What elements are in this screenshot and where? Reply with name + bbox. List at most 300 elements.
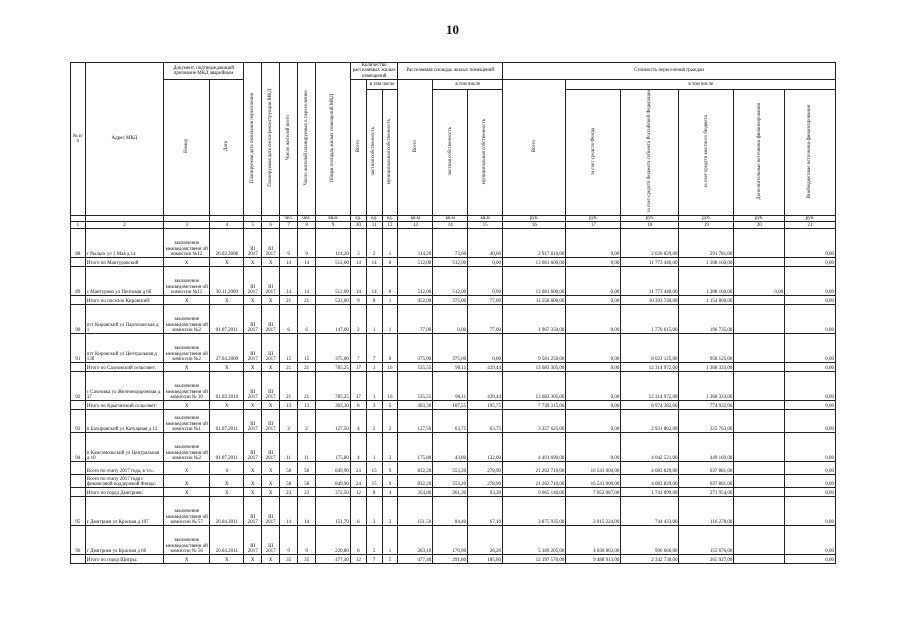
cell-demol: III 2017 [262, 497, 280, 526]
cell-no: 96 [71, 526, 86, 555]
cell-c7: 58 [280, 475, 298, 488]
cell-c15: 63,75 [468, 410, 503, 433]
cell-c17: 0,00 [566, 305, 621, 334]
cell-c18: 6 974 383,00 [621, 401, 679, 410]
page-number: 10 [446, 22, 459, 37]
cell-c17: 16 541 000,00 [566, 475, 621, 488]
cell-date: 01.07.2011 [210, 433, 244, 462]
header-doc-number: Номер [163, 80, 209, 216]
cell-c20 [734, 258, 785, 267]
cell-c16: 13 081 600,00 [503, 258, 566, 267]
cell-address: пгт Кировский ул Центральная д 13б [85, 334, 163, 363]
index-cell: 6 [262, 222, 280, 229]
cell-c14: 107,55 [433, 401, 468, 410]
cell-c18: 4 083 829,00 [621, 475, 679, 488]
cell-c18: 1 741 099,00 [621, 488, 679, 497]
cell-doc: заключение межведомственн ой комиссии №11 [163, 267, 209, 296]
cell-c21: 0,00 [785, 526, 836, 555]
cell-c7: 6 [280, 305, 298, 334]
cell-plan: III 2017 [244, 372, 262, 401]
cell-c9: 147,00 [316, 305, 351, 334]
index-cell: 17 [566, 222, 621, 229]
table-row [71, 305, 836, 334]
cell-plan: III 2017 [244, 334, 262, 363]
cell-c17: 0,00 [566, 363, 621, 372]
header-count-private: частная собственность [366, 90, 382, 216]
cell-address: Итого по Крыгинский сельсовет: [85, 401, 163, 410]
cell-c13: 77,00 [398, 305, 433, 334]
cell-plan: III 2017 [244, 433, 262, 462]
cell-demol: III 2017 [262, 267, 280, 296]
header-count-incl: в том числе [366, 80, 398, 90]
cell-address: с Мантурово ул Почтовая д 6б [85, 267, 163, 296]
cell-c9: 522,00 [316, 296, 351, 305]
cell-c12: 16 [382, 363, 398, 372]
cell-plan: X [244, 363, 262, 372]
index-cell: 14 [433, 222, 468, 229]
cell-no: 94 [71, 433, 86, 462]
cell-c16: 5 189 205,00 [503, 526, 566, 555]
cell-c10: 12 [350, 555, 366, 564]
cell-c20 [734, 229, 785, 258]
index-cell: 20 [734, 222, 785, 229]
index-cell: 2 [85, 222, 163, 229]
cell-c21: 0,00 [785, 462, 836, 475]
cell-c16: 13 683 305,00 [503, 363, 566, 372]
cell-c14: 96,11 [433, 372, 468, 401]
cell-no: 90 [71, 305, 86, 334]
cell-address: пгт Кировский ул Партизанская д 1 [85, 305, 163, 334]
cell-c16: 3 875 935,00 [503, 497, 566, 526]
header-region: за счет средств бюджета субъекта Российской Федерации [621, 90, 679, 216]
cell-c7: 21 [280, 363, 298, 372]
cell-c14: 261,30 [433, 488, 468, 497]
cell-doc: X [163, 555, 209, 564]
cell-c14: 375,00 [433, 334, 468, 363]
cell-c12: 3 [382, 433, 398, 462]
cell-c9: 372,50 [316, 488, 351, 497]
cell-c19: 271 954,00 [679, 488, 734, 497]
cell-c12: 9 [382, 462, 398, 475]
cell-doc: X [163, 475, 209, 488]
cell-c8: 58 [298, 462, 316, 475]
header-cost-incl: в том числе [566, 80, 836, 90]
index-cell: 21 [785, 222, 836, 229]
cell-demol: III 2017 [262, 229, 280, 258]
cell-c7: 9 [280, 229, 298, 258]
cell-doc: заключение межведомственн ой комиссии № 56 [163, 526, 209, 555]
cell-c7: 23 [280, 488, 298, 497]
cell-c17: 0,00 [566, 334, 621, 363]
cell-demol: III 2017 [262, 410, 280, 433]
table-row [71, 267, 836, 296]
header-no: № п/п [71, 63, 86, 216]
header-address: Адрес МКД [85, 63, 163, 216]
cell-c7: 58 [280, 462, 298, 475]
cell-date: X [210, 475, 244, 488]
unit-cell: руб. [734, 216, 785, 222]
header-total-area: Общая площадь жилых помещений МКД [316, 63, 351, 216]
cell-doc: заключение межведомственн ой комиссии №2 [163, 433, 209, 462]
cell-c11: 3 [366, 401, 382, 410]
cell-c14: 512,00 [433, 258, 468, 267]
cell-date: 27.04.2009 [210, 334, 244, 363]
cell-c15: 67,10 [468, 497, 503, 526]
cell-c15: 77,00 [468, 305, 503, 334]
cell-c21: 0,00 [785, 334, 836, 363]
cell-address: г Дмитриев ул Красная д 66 [85, 526, 163, 555]
table-row [71, 258, 836, 267]
cell-c10: 4 [350, 433, 366, 462]
cell-c8: 14 [298, 258, 316, 267]
cell-c8: 11 [298, 433, 316, 462]
cell-c15: 0,00 [468, 258, 503, 267]
index-cell: 16 [503, 222, 566, 229]
index-cell: 5 [244, 222, 262, 229]
cell-c17: 0,00 [566, 229, 621, 258]
cell-c9: 175,80 [316, 433, 351, 462]
cell-plan: X [244, 488, 262, 497]
cell-date: 6 [210, 462, 244, 475]
cell-c18: 12 314 972,00 [621, 372, 679, 401]
cell-c18: 4 042 521,00 [621, 433, 679, 462]
cell-c8: 13 [298, 401, 316, 410]
cell-c16: 12 197 570,00 [503, 555, 566, 564]
cell-date: X [210, 401, 244, 410]
cell-c10: 9 [350, 296, 366, 305]
cell-c16: 13 683 305,00 [503, 372, 566, 401]
unit-cell: руб. [679, 216, 734, 222]
cell-no [71, 488, 86, 497]
cell-c10: 17 [350, 372, 366, 401]
cell-c20 [734, 305, 785, 334]
header-doc-date: Дата [210, 80, 244, 216]
cell-c7: 2 [280, 410, 298, 433]
cell-c18: 2 342 730,00 [621, 555, 679, 564]
cell-c14: 375,00 [433, 296, 468, 305]
cell-c15: 77,00 [468, 296, 503, 305]
cell-c8: 9 [298, 229, 316, 258]
cell-c19: 1 308 160,00 [679, 267, 734, 296]
cell-c12: 3 [382, 497, 398, 526]
cell-c21: 0,00 [785, 363, 836, 372]
cell-doc: X [163, 401, 209, 410]
cell-doc: заключение межведомственн ой комиссии №1 [163, 410, 209, 433]
cell-c10: 7 [350, 334, 366, 363]
cell-c21: 0,00 [785, 488, 836, 497]
cell-c15: 185,60 [468, 555, 503, 564]
table-row [71, 497, 836, 526]
cell-c13: 375,00 [398, 334, 433, 363]
cell-c21: 0,00 [785, 372, 836, 401]
index-cell: 12 [382, 222, 398, 229]
index-cell: 13 [398, 222, 433, 229]
cell-c11: 14 [366, 258, 382, 267]
cell-c8: 14 [298, 267, 316, 296]
cell-c11: 1 [366, 363, 382, 372]
cell-doc: заключение межведомственн ой комиссии №2 [163, 305, 209, 334]
cell-c18: 12 314 972,00 [621, 363, 679, 372]
cell-c12: 1 [382, 526, 398, 555]
cell-c12: 9 [382, 475, 398, 488]
cell-address: п Комсомольский ул Центральная д 10 [85, 433, 163, 462]
cell-c12: 0 [382, 258, 398, 267]
cell-c14: 0,00 [433, 305, 468, 334]
cell-c20 [734, 334, 785, 363]
cell-c19: 116 278,00 [679, 497, 734, 526]
cell-c15: 195,75 [468, 401, 503, 410]
cell-c19: 1 154 860,00 [679, 296, 734, 305]
cell-c21: 0,00 [785, 267, 836, 296]
table-row [71, 410, 836, 433]
unit-cell: руб. [621, 216, 679, 222]
cell-c13: 354,80 [398, 488, 433, 497]
unit-cell: чел. [298, 216, 316, 222]
cell-c17: 4 036 863,00 [566, 526, 621, 555]
cell-c17: 0,00 [566, 267, 621, 296]
cell-c19: 958 125,00 [679, 334, 734, 363]
cell-c20 [734, 363, 785, 372]
cell-doc: X [163, 363, 209, 372]
cell-c14: 176,90 [433, 526, 468, 555]
cell-address: г Рыльск ул 1 Мая д.14 [85, 229, 163, 258]
cell-c8: 23 [298, 488, 316, 497]
header-fund: за счет средств Фонда [566, 90, 621, 216]
cell-c12: 1 [382, 296, 398, 305]
cell-c10: 6 [350, 497, 366, 526]
table-row [71, 401, 836, 410]
cell-c11: 15 [366, 475, 382, 488]
cell-plan: X [244, 475, 262, 488]
header-area-group: Расселяемая площадь жилых помещений [398, 63, 503, 80]
cell-c8: 15 [298, 334, 316, 363]
cell-c15: 40,60 [468, 229, 503, 258]
cell-c8: 6 [298, 305, 316, 334]
cell-plan: III 2017 [244, 410, 262, 433]
cell-c11: 15 [366, 462, 382, 475]
cell-c18: 11 773 440,00 [621, 267, 679, 296]
cell-c10: 17 [350, 363, 366, 372]
cell-c15: 0,00 [468, 334, 503, 363]
cell-address: Итого по Сахновский сельсовет: [85, 363, 163, 372]
cell-c10: 14 [350, 258, 366, 267]
cell-no: 95 [71, 497, 86, 526]
header-extra2: Внебюджетные источники финансирования [785, 90, 836, 216]
cell-no: 88 [71, 229, 86, 258]
cell-c21: 0,00 [785, 497, 836, 526]
table-row [71, 462, 836, 475]
cell-c14: 84,40 [433, 497, 468, 526]
cell-c15: 439,44 [468, 372, 503, 401]
table-row [71, 475, 836, 488]
resettlement-table [70, 62, 836, 564]
cell-c20 [734, 555, 785, 564]
cell-date: 01.07.2011 [210, 410, 244, 433]
cell-address: с Сахновка ул Железнодорожная д 37 [85, 372, 163, 401]
cell-c13: 151,50 [398, 497, 433, 526]
cell-c18: 11 773 440,00 [621, 258, 679, 267]
cell-c10: 2 [350, 305, 366, 334]
cell-plan: III 2017 [244, 267, 262, 296]
cell-c7: 21 [280, 372, 298, 401]
cell-c7: 13 [280, 401, 298, 410]
cell-c18: 2 931 862,00 [621, 410, 679, 433]
cell-date: X [210, 258, 244, 267]
cell-c7: 14 [280, 497, 298, 526]
cell-address: Итого по город Дмитриев: [85, 488, 163, 497]
cell-c17: 0,00 [566, 410, 621, 433]
unit-cell: руб. [785, 216, 836, 222]
cell-c17: 0,00 [566, 296, 621, 305]
cell-demol: X [262, 462, 280, 475]
header-residents: Число жителей всего [280, 63, 298, 216]
index-cell: 9 [316, 222, 351, 229]
cell-c14: 73,60 [433, 229, 468, 258]
cell-no [71, 401, 86, 410]
cell-demol: III 2017 [262, 526, 280, 555]
cell-doc: X [163, 462, 209, 475]
cell-plan: III 2017 [244, 229, 262, 258]
cell-c15: 26,20 [468, 526, 503, 555]
cell-c20 [734, 372, 785, 401]
cell-c14: 96,11 [433, 363, 468, 372]
cell-c20 [734, 488, 785, 497]
cell-address: Итого по поселок Кировский: [85, 296, 163, 305]
cell-demol: III 2017 [262, 433, 280, 462]
cell-c13: 477,40 [398, 555, 433, 564]
cell-c11: 7 [366, 555, 382, 564]
cell-c11: 5 [366, 526, 382, 555]
cell-c15: 439,44 [468, 363, 503, 372]
cell-c12: 0 [382, 334, 398, 363]
cell-c16: 9 065 140,00 [503, 488, 566, 497]
cell-c19: 365 927,00 [679, 555, 734, 564]
cell-c21: 0,00 [785, 258, 836, 267]
cell-demol: X [262, 363, 280, 372]
cell-doc: X [163, 296, 209, 305]
header-cost-group: Стоимость переселения граждан [503, 63, 836, 80]
cell-c14: 512,00 [433, 267, 468, 296]
index-cell: 1 [71, 222, 86, 229]
cell-no [71, 555, 86, 564]
cell-c7: 15 [280, 334, 298, 363]
cell-doc: заключение межведомственн ой комиссии № 10 [163, 372, 209, 401]
cell-c18: 8 623 125,00 [621, 334, 679, 363]
table-row [71, 229, 836, 258]
index-cell: 18 [621, 222, 679, 229]
cell-c12: 2 [382, 410, 398, 433]
cell-c17: 0,00 [566, 401, 621, 410]
cell-c12: 1 [382, 305, 398, 334]
cell-c8: 2 [298, 410, 316, 433]
cell-c7: 11 [280, 433, 298, 462]
index-cell: 19 [679, 222, 734, 229]
cell-c18: 996 666,00 [621, 526, 679, 555]
cell-plan: X [244, 462, 262, 475]
cell-c17: 0,00 [566, 433, 621, 462]
cell-doc: заключение межведомственн ой комиссии №2 [163, 334, 209, 363]
cell-c11: 1 [366, 433, 382, 462]
cell-c15: 0,00 [468, 267, 503, 296]
cell-doc: X [163, 258, 209, 267]
cell-address: г Дмитриев ул Красная д 107 [85, 497, 163, 526]
table-row [71, 372, 836, 401]
cell-c21: 0,00 [785, 555, 836, 564]
header-count-group: Количество расселяемых жилых помещений [350, 63, 398, 80]
unit-cell: руб. [566, 216, 621, 222]
cell-c15: 278,90 [468, 462, 503, 475]
cell-c13: 512,00 [398, 267, 433, 296]
cell-demol: X [262, 555, 280, 564]
table-row [71, 433, 836, 462]
cell-c13: 832,20 [398, 475, 433, 488]
index-row [71, 222, 836, 229]
cell-c14: 291,80 [433, 555, 468, 564]
header-planned-date: Планируемая дата окончания переселения [244, 63, 262, 216]
cell-c9: 512,00 [316, 258, 351, 267]
cell-c12: 4 [382, 488, 398, 497]
cell-c9: 375,00 [316, 334, 351, 363]
cell-c17: 7 052 087,00 [566, 488, 621, 497]
cell-c16: 9 581 250,00 [503, 334, 566, 363]
cell-c9: 303,30 [316, 401, 351, 410]
cell-c8: 21 [298, 363, 316, 372]
cell-c19: 325 763,00 [679, 410, 734, 433]
cell-c13: 114,20 [398, 229, 433, 258]
cell-c19: 637 881,00 [679, 475, 734, 488]
cell-c11: 14 [366, 267, 382, 296]
index-cell: 3 [163, 222, 209, 229]
cell-c10: 12 [350, 488, 366, 497]
table-row [71, 363, 836, 372]
cell-demol: X [262, 475, 280, 488]
cell-no: 89 [71, 267, 86, 296]
cell-date: X [210, 555, 244, 564]
cell-c9: 477,40 [316, 555, 351, 564]
cell-c9: 512,00 [316, 267, 351, 296]
cell-c13: 512,00 [398, 258, 433, 267]
cell-c18: 744 433,00 [621, 497, 679, 526]
cell-c12: 5 [382, 401, 398, 410]
cell-c16: 11 558 600,00 [503, 296, 566, 305]
cell-c15: 278,90 [468, 475, 503, 488]
cell-address: Итого по Мантуровский [85, 258, 163, 267]
header-area-municipal: муниципальная собственность [468, 90, 503, 216]
cell-demol: X [262, 401, 280, 410]
header-count-total: Всего [350, 80, 366, 216]
cell-c19: 196 735,00 [679, 305, 734, 334]
unit-cell: чел. [280, 216, 298, 222]
cell-c18: 1 770 615,00 [621, 305, 679, 334]
cell-c11: 7 [366, 334, 382, 363]
cell-c19: 155 676,00 [679, 526, 734, 555]
header-area-incl: в том числе [433, 80, 503, 90]
cell-doc: заключение межведомственн ой комиссии № 57 [163, 497, 209, 526]
cell-c9: 114,20 [316, 229, 351, 258]
cell-c10: 6 [350, 526, 366, 555]
cell-c13: 203,10 [398, 526, 433, 555]
header-extra: Дополнительные источники финансирования [734, 90, 785, 216]
header-planned-demolition: Планируемая дата сноса/реконструкции МКД [262, 63, 280, 216]
cell-c13: 127,50 [398, 410, 433, 433]
cell-date: 01.02.2010 [210, 372, 244, 401]
cell-plan: X [244, 401, 262, 410]
cell-c10: 3 [350, 229, 366, 258]
cell-date: 26.02.2008 [210, 229, 244, 258]
cell-c11: 1 [366, 372, 382, 401]
unit-cell: кв.м [316, 216, 351, 222]
unit-cell: ед. [366, 216, 382, 222]
